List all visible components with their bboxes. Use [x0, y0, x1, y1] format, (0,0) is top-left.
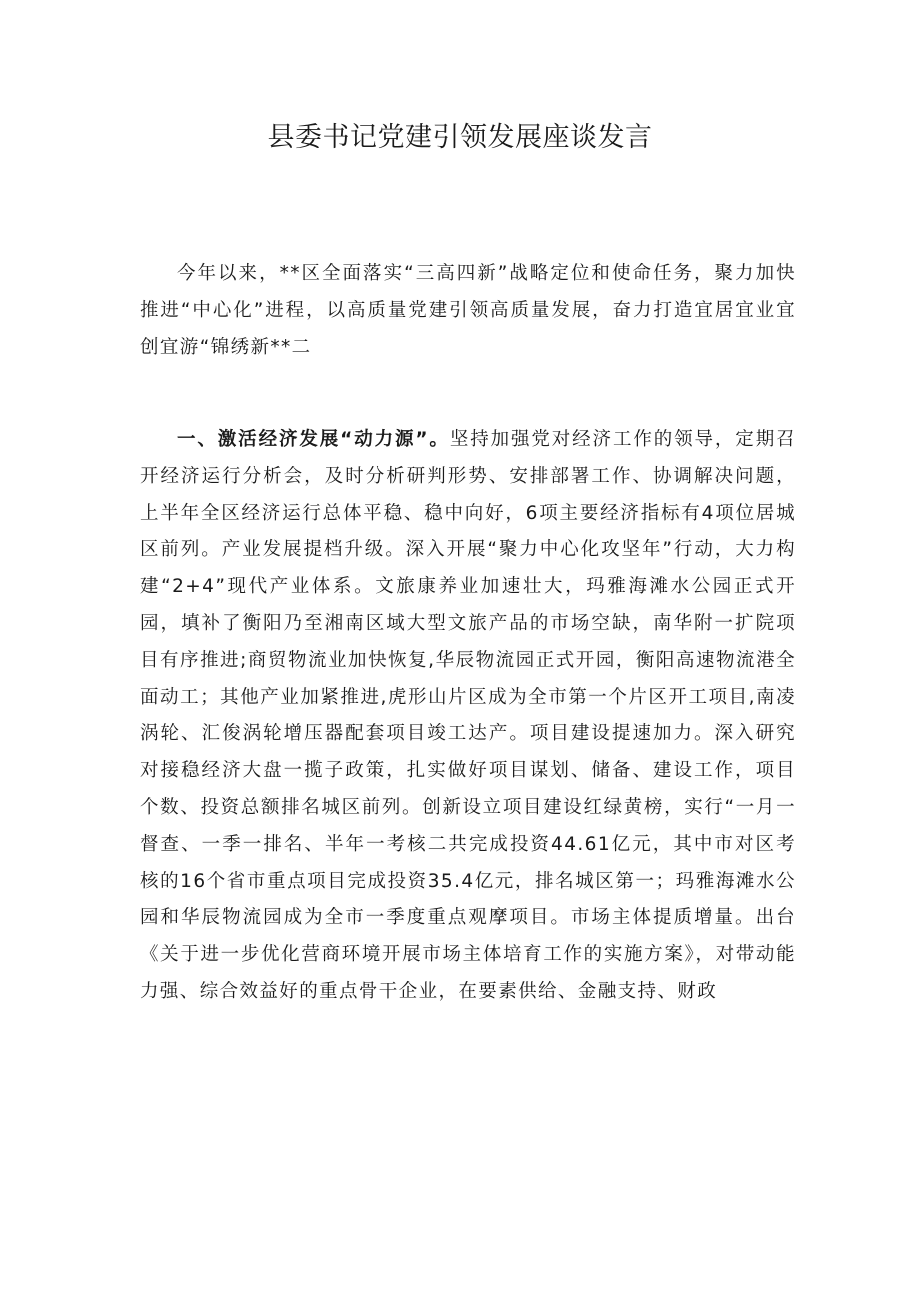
section-one-heading: 一、激活经济发展“动力源”。: [177, 429, 450, 450]
section-one-text: 坚持加强党对经济工作的领导，定期召开经济运行分析会，及时分析研判形势、安排部署工作、协调解决问题，上半年全区经济运行总体平稳、稳中向好，6项主要经济指标有4项位居城区前列。产业发展提档升级。深入开展“聚力中心化攻坚年”行动，大力构建“2+4”现代产业体系。文旅康养业加速壮大，玛雅海滩水公园正式开园，填补了衡阳乃至湘南区域大型文旅产品的市场空缺，南华附一扩院项目有序推进;商贸物流业加快恢复,华辰物流园正式开园，衡阳高速物流港全面动工；其他产业加紧推进,虎形山片区成为全市第一个片区开工项目,南凌涡轮、汇俊涡轮增压器配套项目竣工达产。项目建设提速加力。深入研究对接稳经济大盘一揽子政策，扎实做好项目谋划、储备、建设工作，项目个数、投资总额排名城区前列。创新设立项目建设红绿黄榜，实行“一月一督查、一季一排名、半年一考核二共完成投资44.61亿元，其中市对区考核的16个省市重点项目完成投资35.4亿元，排名城区第一；玛雅海滩水公园和华辰物流园成为全市一季度重点观摩项目。市场主体提质增量。出台《关于进一步优化营商环境开展市场主体培育工作的实施方案》，对带动能力强、综合效益好的重点骨干企业，在要素供给、金融支持、财政: [140, 429, 796, 1002]
intro-paragraph: 今年以来，**区全面落实“三高四新”战略定位和使命任务，聚力加快推进“中心化”进程，以高质量党建引领高质量发展，奋力打造宜居宜业宜创宜游“锦绣新**二: [140, 263, 796, 358]
document-title: 县委书记党建引领发展座谈发言: [267, 122, 653, 153]
section-one-paragraph: [140, 422, 796, 1011]
